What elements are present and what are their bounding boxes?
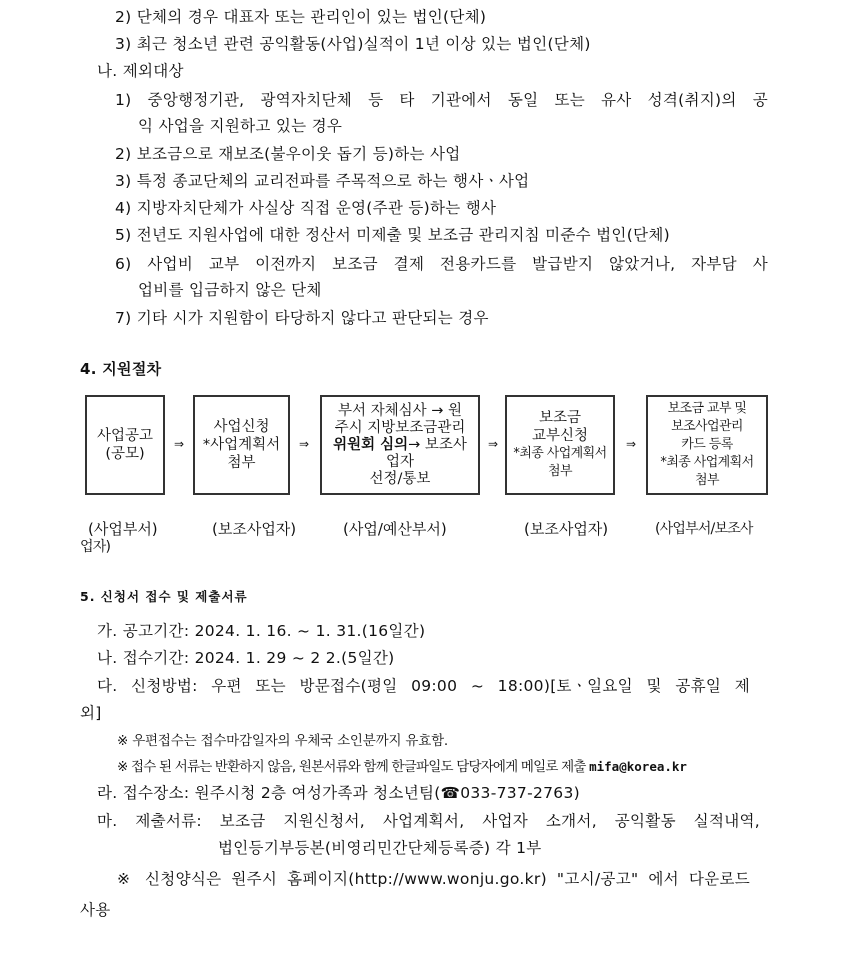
form-download-note: ※ 신청양식은 원주시 홈페이지(http://www.wonju.go.kr) "고시/공고" 에서 다운로드 <box>117 870 750 888</box>
procedure-step-grant-card <box>646 395 768 495</box>
apply-method: 다. 신청방법: 우편 또는 방문접수(평일 09:00 ~ 18:00)[토ㆍ일요일 및 공휴일 제 <box>97 677 750 695</box>
step-line: 보조금 <box>538 410 581 426</box>
email-link[interactable]: mifa@korea.kr <box>589 759 687 774</box>
step-line: 첨부 <box>695 473 719 488</box>
step-owner-label: (사업부서/보조사 <box>655 521 753 537</box>
step-line: 사업공고 <box>96 428 154 444</box>
required-documents: 마. 제출서류: 보조금 지원신청서, 사업계획서, 사업자 소개서, 공익활동 실적내역, <box>97 812 760 830</box>
step-line: 보조금 교부 및 <box>667 401 747 416</box>
flow-arrow-icon: ⇒ <box>488 437 499 451</box>
flow-arrow-icon: ⇒ <box>626 437 637 451</box>
step-line: 교부신청 <box>531 428 588 444</box>
step-owner-label-wrap: 업자) <box>80 539 111 555</box>
step-owner-label: (보조사업자) <box>524 520 609 538</box>
exclusion-item: 6) 사업비 교부 이전까지 보조금 결제 전용카드를 발급받지 않았거나, 자부담 사 <box>115 255 768 273</box>
step-owner-label: (사업/예산부서) <box>343 520 447 538</box>
step-owner-label: (사업부서) <box>88 520 158 538</box>
flow-arrow-icon: ⇒ <box>299 437 310 451</box>
step-line: 주시 지방보조금관리 <box>334 419 466 436</box>
receipt-place-text: 라. 접수장소: 원주시청 2층 여성가족과 청소년팀( <box>97 784 441 802</box>
procedure-step-announce <box>85 395 165 495</box>
step-line: 첨부 <box>548 464 572 479</box>
announce-period: 가. 공고기간: 2024. 1. 16. ~ 1. 31.(16일간) <box>97 622 426 640</box>
step-line-rest: → 보조사 <box>408 436 467 453</box>
step-line <box>333 437 467 454</box>
step-line: *사업계획서 <box>202 437 281 453</box>
receipt-period: 나. 접수기간: 2024. 1. 29 ~ 2 2.(5일간) <box>97 649 395 667</box>
required-documents-wrap: 법인등기부등본(비영리민간단체등록증) 각 1부 <box>218 839 542 857</box>
return-note-text: ※ 접수 된 서류는 반환하지 않음, 원본서류와 함께 한글파일도 담당자에게 메일로 제출 <box>117 759 586 775</box>
exclusion-item: 2) 보조금으로 재보조(불우이웃 돕기 등)하는 사업 <box>115 145 461 163</box>
step-line: 부서 자체심사 → 원 <box>337 402 463 419</box>
eligibility-item-2: 2) 단체의 경우 대표자 또는 관리인이 있는 법인(단체) <box>115 8 487 26</box>
form-download-note-wrap: 사용 <box>80 901 111 919</box>
step-line: (공모) <box>105 446 145 462</box>
exclusion-item: 익 사업을 지원하고 있는 경우 <box>138 117 343 135</box>
flow-arrow-icon: ⇒ <box>174 437 185 451</box>
procedure-step-grant-request <box>505 395 615 495</box>
step-line: 업자 <box>385 453 414 470</box>
procedure-title: 4. 지원절차 <box>80 360 162 378</box>
apply-method-wrap: 외] <box>80 704 102 722</box>
exclusion-item: 1) 중앙행정기관, 광역자치단체 등 타 기관에서 동일 또는 유사 성격(취지)의 공 <box>115 91 768 109</box>
step-line: 첨부 <box>227 455 256 471</box>
return-note <box>117 757 687 777</box>
procedure-step-review <box>320 395 480 495</box>
exclusion-item: 업비를 입금하지 않은 단체 <box>138 281 322 299</box>
procedure-step-apply <box>193 395 290 495</box>
mail-note: ※ 우편접수는 접수마감일자의 우체국 소인분까지 유효함. <box>117 733 449 749</box>
step-line: 사업신청 <box>213 419 270 435</box>
phone-number: 033-737-2763) <box>460 784 580 802</box>
exclusion-item: 3) 특정 종교단체의 교리전파를 주목적으로 하는 행사ㆍ사업 <box>115 172 530 190</box>
phone-icon: ☎ <box>440 784 461 802</box>
step-line: 선정/통보 <box>369 470 431 487</box>
exclusion-heading: 나. 제외대상 <box>97 62 184 80</box>
exclusion-item: 5) 전년도 지원사업에 대한 정산서 미제출 및 보조금 관리지침 미준수 법인(단체) <box>115 226 670 244</box>
eligibility-item-3: 3) 최근 청소년 관련 공익활동(사업)실적이 1년 이상 있는 법인(단체) <box>115 35 591 53</box>
receipt-place <box>97 783 580 803</box>
exclusion-item: 4) 지방자치단체가 사실상 직접 운영(주관 등)하는 행사 <box>115 199 497 217</box>
step-line: *최종 사업계획서 <box>660 455 754 470</box>
submission-title: 5. 신청서 접수 및 제출서류 <box>80 589 248 604</box>
step-line-bold: 위원회 심의 <box>333 436 409 453</box>
step-line: 보조사업관리 <box>671 419 743 434</box>
exclusion-item: 7) 기타 시가 지원함이 타당하지 않다고 판단되는 경우 <box>115 309 489 327</box>
step-line: *최종 사업계획서 <box>513 446 607 461</box>
step-owner-label: (보조사업자) <box>212 520 297 538</box>
step-line: 카드 등록 <box>681 437 733 452</box>
